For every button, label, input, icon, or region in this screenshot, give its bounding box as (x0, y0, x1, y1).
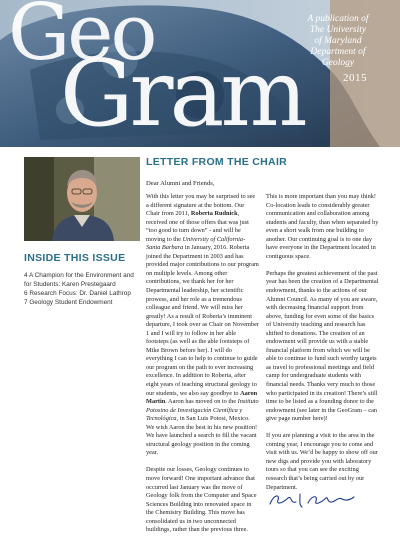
institution-name: Instituto Potosino de Investigación Científica y Tecnológica, (146, 398, 259, 423)
article-paragraph: This is more important than you may think! Co-location leads to considerably greater communication and collaboration among students and faculty, than when separated by even a short walk from one building to another. Our continuing goal is to one day have everyone in the Department located in contiguous space. (266, 193, 379, 260)
inside-this-issue-heading: INSIDE THIS ISSUE (24, 252, 126, 264)
logo-gram-wordmark: Gram (60, 40, 304, 147)
publication-line: A publication of (307, 14, 369, 24)
issue-year: 2015 (343, 72, 367, 84)
text-run: , received one of those offers that was just “too good to turn down” - and will be moving to the (146, 210, 249, 243)
toc-item-line: for Students: Karen Prestegaard (24, 281, 116, 288)
publication-line: Geology (321, 58, 355, 68)
logo-geo-wordmark: Geo (8, 0, 155, 78)
toc-item (24, 298, 144, 307)
text-run: in San Luis Potosi, Mexico. We wish Aaron the best in his new position! We have launched a search to fill the vacant structural geology position in the coming year. (146, 415, 258, 457)
toc-item-line: 7 Geology Student Endowment (24, 299, 113, 306)
publication-credit (292, 14, 384, 69)
institution-name: University of California-Santa Barbara (146, 235, 246, 252)
toc-item (24, 289, 144, 298)
article-column-1 (146, 193, 259, 543)
text-run: With this letter you may be surprised to see a different signature at the bottom. Our Chair from 2011, (146, 193, 256, 218)
article-paragraph: Despite our losses, Geology continues to move forward! One important advance that occurred last January was the move of Geology folk from the Computer and Space Sciences Building into renovated space in the Chemistry Building. This move has consolidated us in two unconnected buildings, rather than the previous three. (146, 466, 257, 534)
article-paragraph: Perhaps the greatest achievement of the past year has been the creation of a Departmental endowment, thanks to the actions of our Alumni Council. As many of you are aware, with decreasing financial support from above, funding for even some of the basics of University teaching and research has shifted to donations. The creation of an endowment will provide us with a stable financial platform from which we will be able to continue to fund such worthy targets as travel to professional meetings and field camp for undergraduate students with financial needs. Thanks very much to those who participated in its creation! There’s still time to be listed as a founding donor to the endowment (see later in the GeoGram – can give page number here)! (266, 269, 379, 423)
name-roberta-rudnick: Roberta Rudnick (190, 210, 238, 218)
text-run: in January, 2016. Roberta joined the Department in 2003 and has provided major contributions to our program on multiple levels. Among other contributions, we thank her for her Departmental leadership, her scientific prowess, and her role as a tremendous colleague and friend. We will miss her greatly! As a result of Roberta’s imminent departure, I took over as Chair on November 1 and I will try to follow in her able footsteps (as well as the able footsteps of Mike Brown before her). I will do everything I can to help to continue to guide our program on the path to ever increasing excellence. In addition to Roberta, after eight years of teaching structural geology to our students, we also say goodbye to (146, 244, 259, 397)
toc-item-line: 6 Research Focus: Dr. Daniel Lathrop (24, 290, 131, 297)
salutation: Dear Alumni and Friends, (146, 180, 215, 187)
letter-from-the-chair-heading: LETTER FROM THE CHAIR (146, 156, 288, 168)
masthead (0, 0, 400, 147)
text-run: . Aaron has moved on to the (165, 398, 238, 406)
publication-line: The University (309, 25, 367, 35)
table-of-contents (24, 271, 144, 307)
publication-line: Department of (310, 47, 366, 57)
chair-signature (266, 490, 356, 510)
article-paragraph: If you are planning a visit to the area in the coming year, I encourage you to come and visit with us. We’d be happy to show off our new digs and provide you with laboratory tours so that you can see the exciting research that’s being carried out by our Department. (266, 432, 378, 491)
chair-portrait-photo (24, 157, 140, 241)
toc-item-line: 4 A Champion for the Environment and (24, 272, 134, 279)
publication-line: of Maryland (314, 36, 362, 46)
name-aaron-martin: Aaron Martin (146, 389, 258, 406)
article-paragraph (146, 193, 259, 458)
article-column-2 (266, 193, 379, 501)
portrait-illustration (24, 157, 140, 241)
toc-item (24, 271, 144, 289)
